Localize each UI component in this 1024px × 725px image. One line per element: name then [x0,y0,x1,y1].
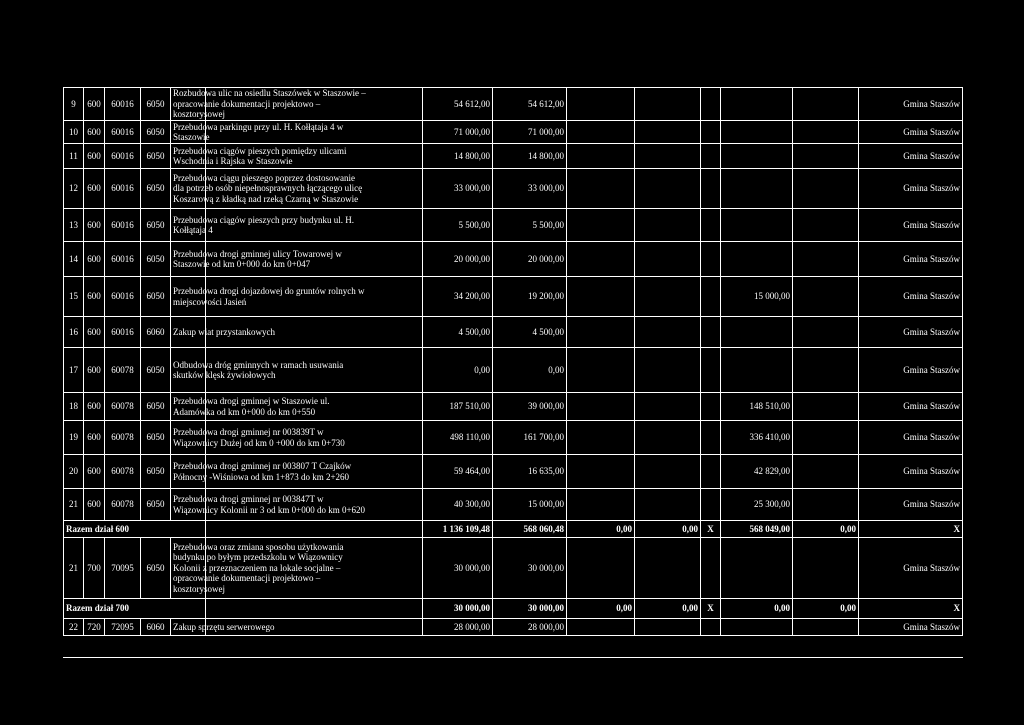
cell-dzial: 600 [87,253,101,264]
cell-c7 [793,209,858,241]
cell-c2: 33 000,00 [528,183,564,194]
cell-c4 [635,538,700,598]
cell-c5 [701,121,720,143]
cell-c6 [721,619,792,635]
cell-lp: 11 [69,150,78,161]
cell-lp: 12 [69,183,78,194]
cell-c3 [567,393,634,420]
cell-c7: 0,00 [840,523,856,534]
column-divider-line [962,316,963,348]
cell-rozdzial: 60078 [111,432,134,443]
cell-c2: 14 800,00 [528,150,564,161]
cell-total: 14 800,00 [454,150,490,161]
cell-rozdzial: 60016 [111,183,134,194]
cell-name: Przebudowa ciągu pieszego poprzez dostosowanie dla potrzeb osób niepełnosprawnych łączącego ulicę Koszarową z kładką nad rzeką Czarną w Staszowie [173,172,363,204]
cell-c2: 4 500,00 [532,326,564,337]
cell-c3 [567,455,634,488]
column-divider-line [962,120,963,144]
cell-rozdzial: 60016 [111,126,134,137]
cell-total: 59 464,00 [454,466,490,477]
cell-par: 6050 [146,219,165,230]
cell-gm: Gmina Staszów [903,432,960,443]
cell-c7 [793,121,858,143]
cell-c5 [701,421,720,454]
cell-c2: 20 000,00 [528,253,564,264]
cell-c5 [701,489,720,520]
cell-rozdzial: 60016 [111,219,134,230]
cell-c3 [567,277,634,316]
cell-total: 71 000,00 [454,126,490,137]
cell-name: Przebudowa parkingu przy ul. H. Kołłątaja 4 w Staszowie [173,121,344,142]
cell-c5 [701,169,720,208]
cell-c4 [635,88,700,120]
cell-name: Przebudowa drogi dojazdowej do gruntów rolnych w miejscowości Jasień [173,286,365,307]
column-divider-line [962,520,963,538]
cell-c7 [793,169,858,208]
cell-c4 [635,121,700,143]
column-divider-line [962,618,963,636]
cell-c5 [701,242,720,276]
cell-total: 187 510,00 [449,401,490,412]
cell-total: 30 000,00 [454,603,490,614]
cell-c7 [793,144,858,168]
cell-lp: 21 [69,499,78,510]
cell-dzial: 600 [87,432,101,443]
cell-name: Przebudowa drogi gminnej nr 003839T w Wiązownicy Dużej od km 0 +000 do km 0+730 [173,427,345,448]
cell-rozdzial: 60016 [111,98,134,109]
cell-total: 40 300,00 [454,499,490,510]
cell-c5 [701,393,720,420]
cell-total: 54 612,00 [454,98,490,109]
cell-lp: 18 [69,401,78,412]
column-divider-line [962,454,963,489]
cell-total: 20 000,00 [454,253,490,264]
cell-c4 [635,421,700,454]
cell-c7 [793,619,858,635]
cell-c3 [567,421,634,454]
cell-c6 [721,88,792,120]
cell-name: Odbudowa dróg gminnych w ramach usuwania skutków klęsk żywiołowych [173,359,344,380]
cell-dzial: 600 [87,150,101,161]
cell-c3 [567,317,634,347]
cell-dzial: 600 [87,183,101,194]
cell-c4 [635,209,700,241]
cell-c5: X [707,603,714,614]
cell-lp: 13 [69,219,78,230]
column-divider-line [962,347,963,393]
cell-par: 6060 [146,621,165,632]
cell-par: 6060 [146,326,165,337]
column-divider-line [962,488,963,521]
cell-c5 [701,317,720,347]
cell-c4 [635,348,700,392]
cell-c4: 0,00 [682,523,698,534]
cell-dzial: 600 [87,326,101,337]
cell-dzial: 600 [87,401,101,412]
cell-rozdzial: 60016 [111,253,134,264]
cell-c7 [793,348,858,392]
cell-dzial: 600 [87,291,101,302]
cell-name: Przebudowa drogi gminnej ulicy Towarowej w Staszowie od km 0+000 do km 0+047 [173,248,342,269]
cell-c7 [793,88,858,120]
cell-par: 6050 [146,499,165,510]
cell-c3 [567,619,634,635]
cell-total: 33 000,00 [454,183,490,194]
cell-c7: 0,00 [840,603,856,614]
cell-name: Zakup wiat przystankowych [173,326,275,337]
cell-c3 [567,538,634,598]
cell-c7 [793,489,858,520]
cell-c7 [793,455,858,488]
cell-dzial: 700 [87,562,101,573]
cell-rozdzial: 60078 [111,466,134,477]
cell-total: 5 500,00 [458,219,490,230]
cell-c5 [701,209,720,241]
cell-c6: 15 000,00 [754,291,790,302]
cell-lp: 20 [69,466,78,477]
column-divider-line [962,420,963,455]
cell-c3 [567,209,634,241]
cell-gm: Gmina Staszów [903,401,960,412]
cell-name: Zakup sprzętu serwerowego [173,621,275,632]
cell-gm: Gmina Staszów [903,466,960,477]
column-divider-line [962,241,963,277]
cell-c4 [635,169,700,208]
cell-c6: 42 829,00 [754,466,790,477]
cell-dzial: 600 [87,98,101,109]
cell-c6: 148 510,00 [749,401,790,412]
cell-rozdzial: 60078 [111,364,134,375]
cell-total: 30 000,00 [454,562,490,573]
cell-gm: Gmina Staszów [903,183,960,194]
cell-total: 28 000,00 [454,621,490,632]
cell-c6: 0,00 [774,603,790,614]
cell-c2: 0,00 [548,364,564,375]
cell-dzial: 600 [87,219,101,230]
cell-gm: Gmina Staszów [903,126,960,137]
cell-name: Rozbudowa ulic na osiedlu Staszówek w Staszowie – opracowanie dokumentacji projektowo – kosztorysowej [173,88,366,120]
cell-name: Przebudowa drogi gminnej nr 003847T w Wiązownicy Kolonii nr 3 od km 0+000 do km 0+620 [173,494,366,515]
cell-c2: 161 700,00 [523,432,564,443]
cell-gm: Gmina Staszów [903,326,960,337]
cell-rozdzial: 72095 [111,621,134,632]
cell-rozdzial: 60016 [111,291,134,302]
column-divider-line [962,87,963,121]
cell-gm: Gmina Staszów [903,219,960,230]
cell-c6 [721,169,792,208]
cell-lp: 14 [69,253,78,264]
cell-c4 [635,619,700,635]
cell-dzial: 600 [87,499,101,510]
cell-c6: 25 300,00 [754,499,790,510]
cell-par: 6050 [146,98,165,109]
cell-gm: X [953,523,960,534]
cell-c7 [793,393,858,420]
cell-c2: 54 612,00 [528,98,564,109]
cell-par: 6050 [146,401,165,412]
cell-dzial: 600 [87,126,101,137]
column-divider-line [962,537,963,599]
cell-lp: 9 [71,98,76,109]
cell-c5 [701,455,720,488]
cell-c2: 28 000,00 [528,621,564,632]
cell-dzial: 600 [87,364,101,375]
cell-c2: 71 000,00 [528,126,564,137]
cell-c4 [635,242,700,276]
column-divider-line [962,276,963,317]
cell-gm: Gmina Staszów [903,621,960,632]
cell-c5 [701,144,720,168]
cell-c5 [701,277,720,316]
cell-c2: 30 000,00 [528,603,564,614]
cell-c5 [701,88,720,120]
cell-name: Przebudowa drogi gminnej nr 003807 T Czajków Północny -Wiśniowa od km 1+873 do km 2+260 [173,461,352,482]
cell-c7 [793,421,858,454]
cell-c4 [635,144,700,168]
cell-c3 [567,144,634,168]
cell-lp: 22 [69,621,78,632]
column-divider-line [962,392,963,421]
cell-par: 6050 [146,364,165,375]
cell-c2: 39 000,00 [528,401,564,412]
cell-c4 [635,455,700,488]
cell-c6 [721,317,792,347]
cell-c6 [721,209,792,241]
cell-par: 6050 [146,466,165,477]
cell-par: 6050 [146,253,165,264]
cell-rozdzial: 70095 [111,562,134,573]
cell-par: 6050 [146,150,165,161]
cell-lp: 17 [69,364,78,375]
cell-c4: 0,00 [682,603,698,614]
cell-c5: X [707,523,714,534]
cell-total: 498 110,00 [449,432,490,443]
cell-gm: X [953,603,960,614]
cell-c4 [635,277,700,316]
cell-par: 6050 [146,291,165,302]
cell-name: Przebudowa ciągów pieszych przy budynku ul. H. Kołłątaja 4 [173,214,354,235]
cell-total: 1 136 109,48 [442,523,490,534]
cell-name: Razem dział 700 [66,603,129,614]
cell-c7 [793,317,858,347]
cell-c3 [567,88,634,120]
cell-gm: Gmina Staszów [903,253,960,264]
cell-c2: 30 000,00 [528,562,564,573]
cell-c4 [635,393,700,420]
cell-par: 6050 [146,432,165,443]
cell-c5 [701,348,720,392]
cell-gm: Gmina Staszów [903,364,960,375]
column-divider-line [962,168,963,209]
column-divider-line [962,598,963,619]
cell-par: 6050 [146,562,165,573]
cell-gm: Gmina Staszów [903,150,960,161]
column-divider-line [962,143,963,169]
cell-dzial: 600 [87,466,101,477]
cell-c7 [793,242,858,276]
cell-c3 [567,489,634,520]
cell-c4 [635,489,700,520]
cell-c6: 336 410,00 [749,432,790,443]
cell-c6 [721,121,792,143]
cell-c2: 16 635,00 [528,466,564,477]
cell-c6 [721,348,792,392]
cell-rozdzial: 60078 [111,401,134,412]
cell-c4 [635,317,700,347]
cell-c6: 568 049,00 [749,523,790,534]
cell-name: Razem dział 600 [66,523,129,534]
cell-c6 [721,242,792,276]
cell-gm: Gmina Staszów [903,98,960,109]
cell-c6 [721,144,792,168]
cell-c3: 0,00 [616,523,632,534]
row-divider-line [63,635,963,636]
cell-c3: 0,00 [616,603,632,614]
cell-total: 34 200,00 [454,291,490,302]
cell-lp: 16 [69,326,78,337]
cell-rozdzial: 60016 [111,326,134,337]
cell-c3 [567,242,634,276]
cell-c3 [567,121,634,143]
cell-rozdzial: 60016 [111,150,134,161]
cell-total: 4 500,00 [458,326,490,337]
cell-total: 0,00 [474,364,490,375]
cell-gm: Gmina Staszów [903,499,960,510]
cell-c3 [567,169,634,208]
cell-c2: 15 000,00 [528,499,564,510]
cell-c7 [793,277,858,316]
cell-par: 6050 [146,183,165,194]
cell-c6 [721,538,792,598]
cell-gm: Gmina Staszów [903,291,960,302]
cell-c5 [701,619,720,635]
row-divider-line [63,657,963,658]
cell-lp: 21 [69,562,78,573]
cell-name: Przebudowa drogi gminnej w Staszowie ul. Adamówka od km 0+000 do km 0+550 [173,396,330,417]
cell-lp: 10 [69,126,78,137]
cell-name: Przebudowa oraz zmiana sposobu użytkowania budynku po byłym przedszkolu w Wiązownicy Kolonii z przeznaczeniem na lokale socjalne – opracowanie dokumentacji projektowo – kosztorysowej [173,542,344,594]
cell-c2: 5 500,00 [532,219,564,230]
cell-gm: Gmina Staszów [903,562,960,573]
cell-rozdzial: 60078 [111,499,134,510]
cell-c2: 568 060,48 [523,523,564,534]
cell-c2: 19 200,00 [528,291,564,302]
cell-lp: 19 [69,432,78,443]
column-divider-line [962,208,963,242]
cell-c3 [567,348,634,392]
cell-c7 [793,538,858,598]
cell-dzial: 720 [87,621,101,632]
cell-name: Przebudowa ciągów pieszych pomiędzy ulicami Wschodnia i Rajska w Staszowie [173,145,347,166]
cell-c5 [701,538,720,598]
cell-lp: 15 [69,291,78,302]
cell-par: 6050 [146,126,165,137]
